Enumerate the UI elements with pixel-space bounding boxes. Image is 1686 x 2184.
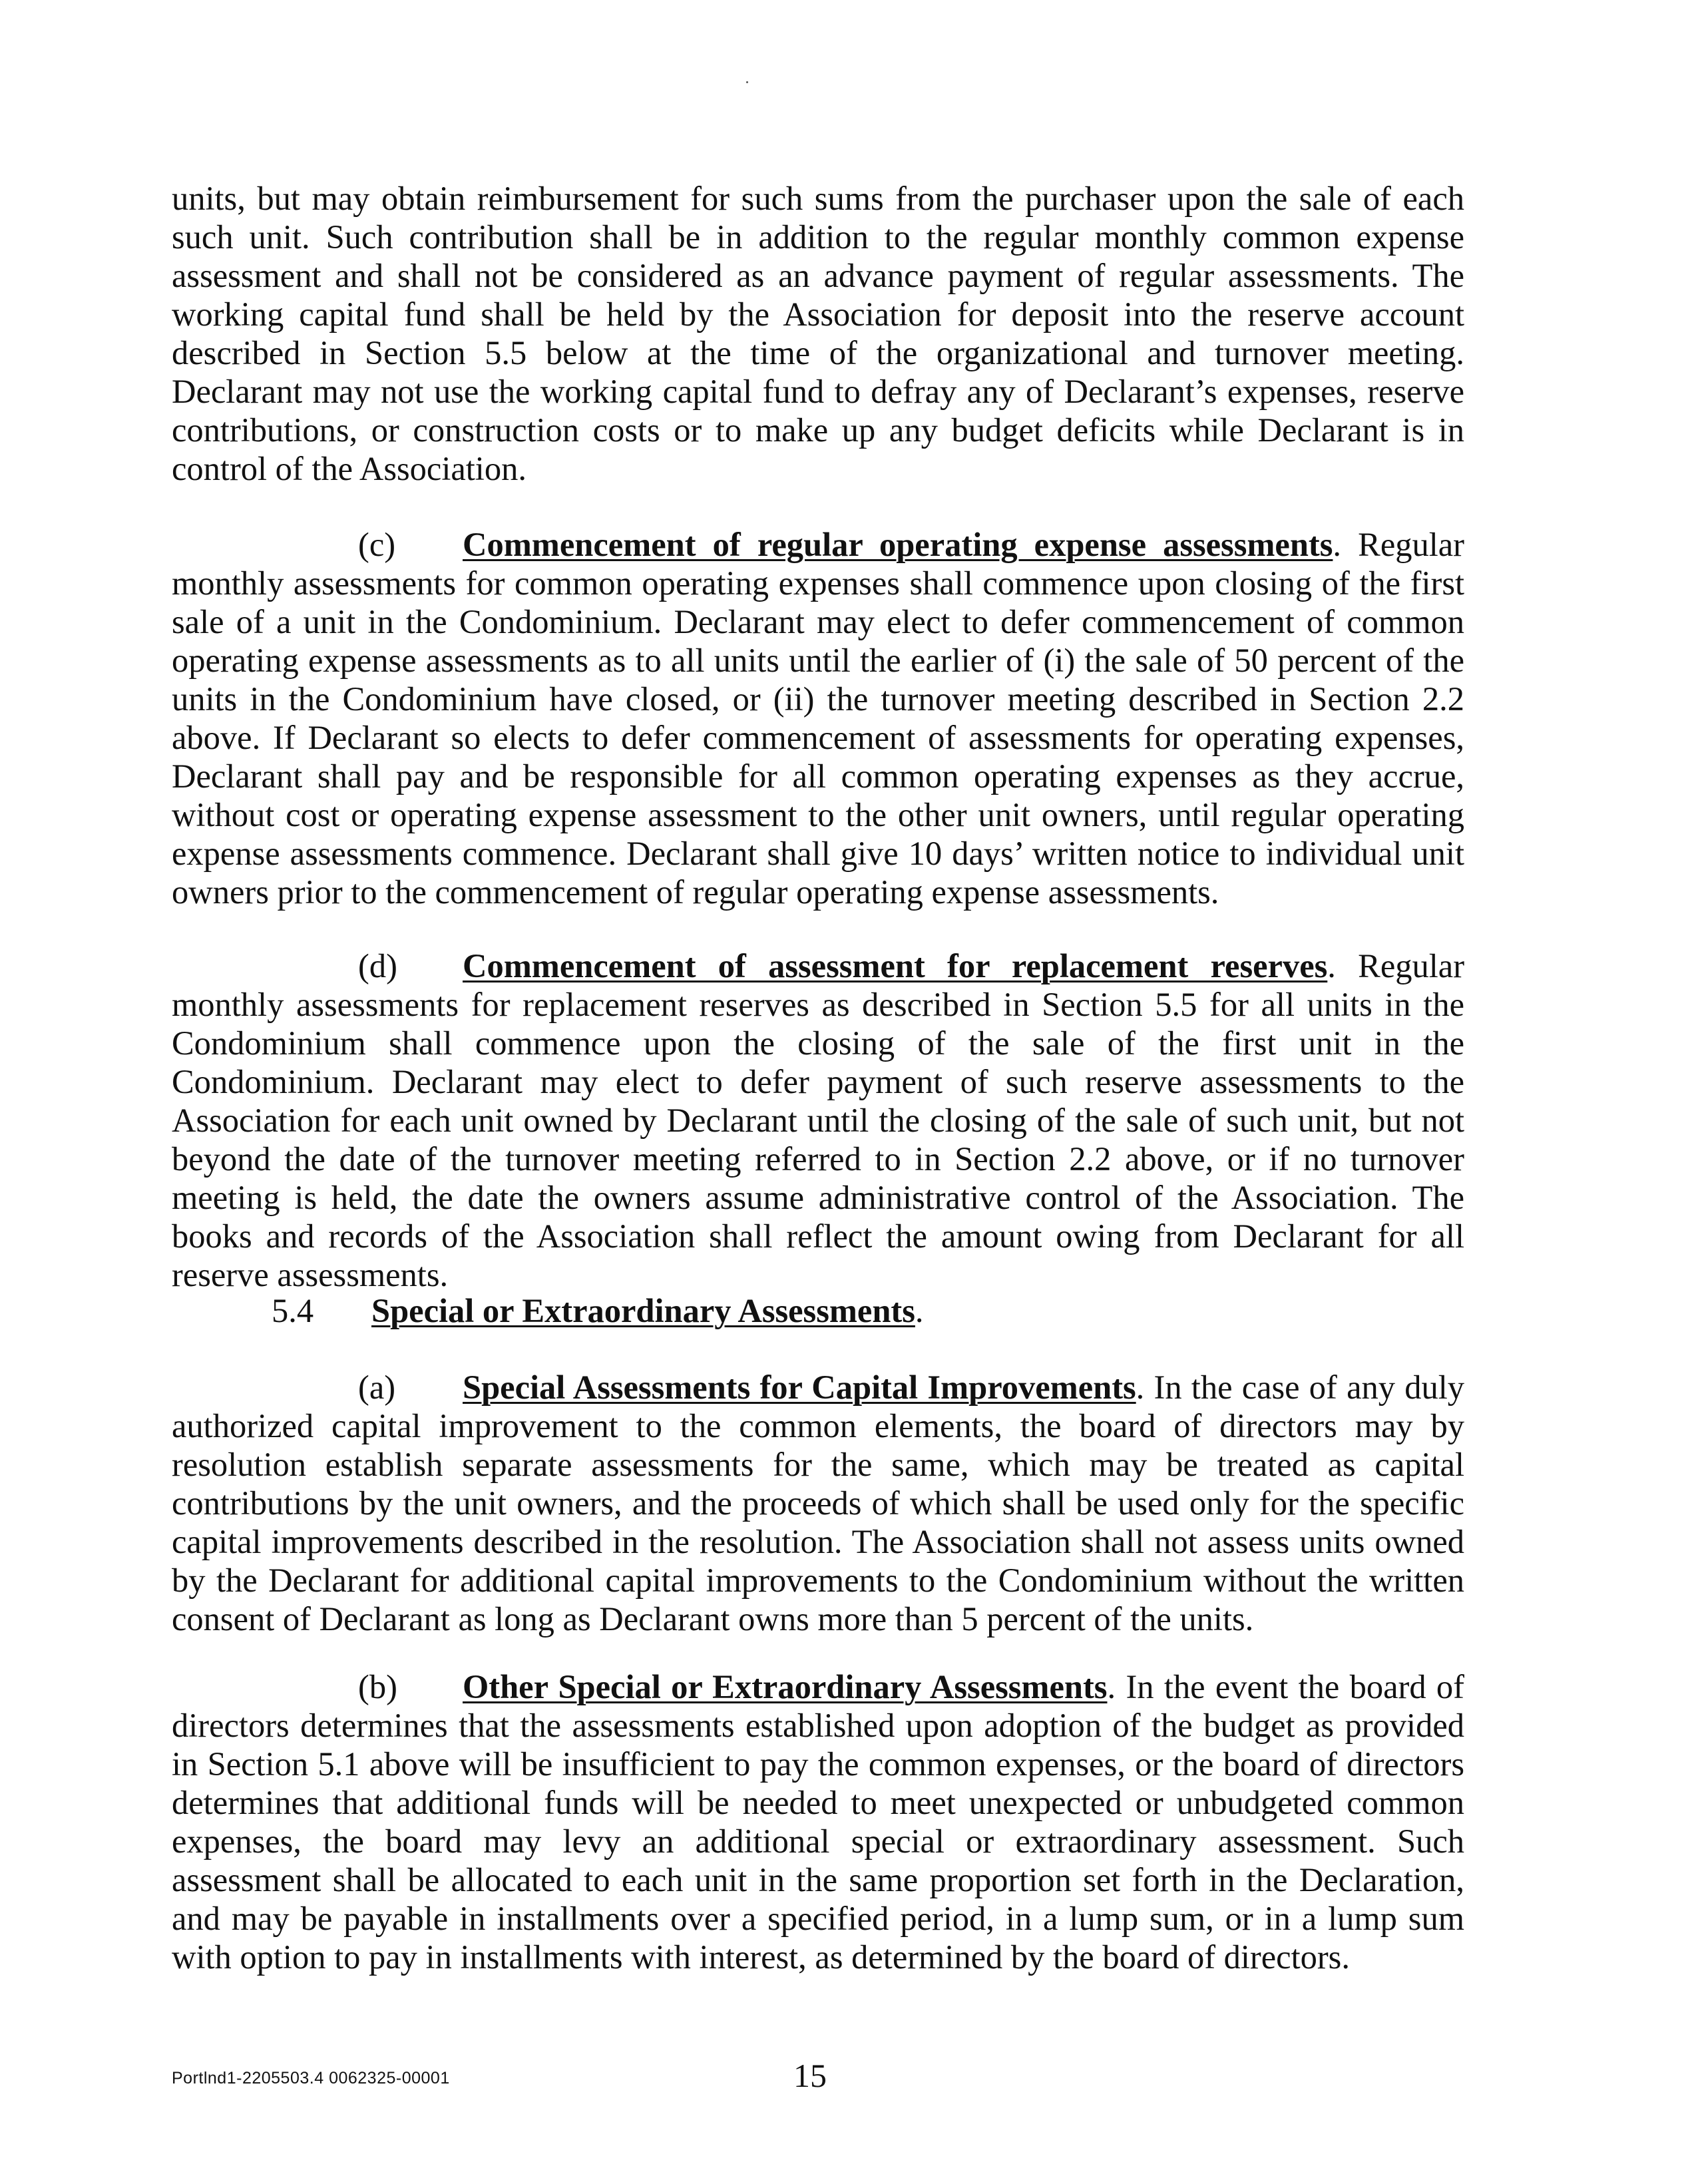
- para-a-label: (a): [358, 1369, 396, 1406]
- section-5-4-title: Special or Extraordinary Assessments: [371, 1292, 915, 1329]
- para-d-label: (d): [358, 947, 397, 984]
- continuation-paragraph: [172, 179, 1464, 488]
- para-c-text: monthly assessments for common operating expenses shall commence upon closing of the first sale of a unit in the Condominium. Declarant may elect to defer commencement of common operating expense assessments as to all units until the earlier of (i) the sale of 50 percent of the units in the Condominium have closed, or (ii) the turnover meeting described in Section 2.2 above. If Declarant so elects to defer commencement of assessments for operating expenses, Declarant shall pay and be responsible for all common operating expenses as they accrue, without cost or operating expense assessment to the other unit owners, until regular operating expense assessments commence. Declarant shall give 10 days’ written notice to individual unit owners prior to the commencement of regular operating expense assessments.: [172, 564, 1464, 911]
- para-c-heading: Commencement of regular operating expense assessments: [463, 526, 1333, 563]
- para-b-text: directors determines that the assessments established upon adoption of the budget as provided in Section 5.1 above will be insufficient to pay the common expenses, or the board of directors determines that additional funds will be needed to meet unexpected or unbudgeted common expenses, the board may levy an additional special or extraordinary assessment. Such assessment shall be allocated to each unit in the same proportion set forth in the Declaration, and may be payable in installments over a specified period, in a lump sum, or in a lump sum with option to pay in installments with interest, as determined by the board of directors.: [172, 1707, 1464, 1976]
- section-5-4-heading: [172, 1291, 1464, 1330]
- section-5-4-punct: .: [915, 1292, 924, 1329]
- para-a-heading-line: [172, 1368, 1464, 1407]
- para-c-label: (c): [358, 526, 396, 563]
- para-c-first-word: Regular: [1358, 526, 1464, 563]
- para-a-first-words: In the case of any duly: [1154, 1369, 1464, 1406]
- para-c-heading-line: [172, 525, 1464, 564]
- para-b-heading-line: [172, 1667, 1464, 1706]
- para-d-heading-line: [172, 947, 1464, 985]
- page-number: 15: [793, 2057, 827, 2094]
- section-5-4-number: 5.4: [272, 1292, 314, 1329]
- para-b-heading: Other Special or Extraordinary Assessments: [463, 1668, 1108, 1705]
- para-a-punct: .: [1136, 1369, 1145, 1406]
- para-b-punct: .: [1107, 1668, 1116, 1705]
- para-a-body: [172, 1407, 1464, 1638]
- para-c-body: [172, 564, 1464, 911]
- footer-document-id: Portlnd1-2205503.4 0062325-00001: [172, 2069, 450, 2087]
- para-a-heading: Special Assessments for Capital Improvements: [463, 1369, 1136, 1406]
- para-d-body: [172, 985, 1464, 1294]
- para-a-text: authorized capital improvement to the common elements, the board of directors may by resolution establish separate assessments for the same, which may be treated as capital contributions by the unit owners, and the proceeds of which shall be used only for the specific capital improvements described in the resolution. The Association shall not assess units owned by the Declarant for additional capital improvements to the Condominium without the written consent of Declarant as long as Declarant owns more than 5 percent of the units.: [172, 1407, 1464, 1638]
- para-b-first-words: In the event the board of: [1126, 1668, 1464, 1705]
- para-d-heading: Commencement of assessment for replacement reserves: [463, 947, 1328, 984]
- para-d-text: monthly assessments for replacement reserves as described in Section 5.5 for all units in the Condominium shall commence upon the closing of the sale of the first unit in the Condominium. Declarant may elect to defer payment of such reserve assessments to the Association for each unit owned by Declarant until the closing of the sale of such unit, but not beyond the date of the turnover meeting referred to in Section 2.2 above, or if no turnover meeting is held, the date the owners assume administrative control of the Association. The books and records of the Association shall reflect the amount owing from Declarant for all reserve assessments.: [172, 986, 1464, 1293]
- para-c-punct: .: [1333, 526, 1342, 563]
- continuation-text: units, but may obtain reimbursement for such sums from the purchaser upon the sale of each such unit. Such contribution shall be in addition to the regular monthly common expense assessment and shall not be considered as an advance payment of regular assessments. The working capital fund shall be held by the Association for deposit into the reserve account described in Section 5.5 below at the time of the organizational and turnover meeting. Declarant may not use the working capital fund to defray any of Declarant’s expenses, reserve contributions, or construction costs or to make up any budget deficits while Declarant is in control of the Association.: [172, 180, 1464, 487]
- para-b-label: (b): [358, 1668, 397, 1705]
- scan-speck: [746, 81, 748, 83]
- para-b-body: [172, 1706, 1464, 1976]
- para-d-first-word: Regular: [1358, 947, 1465, 984]
- para-d-punct: .: [1327, 947, 1336, 984]
